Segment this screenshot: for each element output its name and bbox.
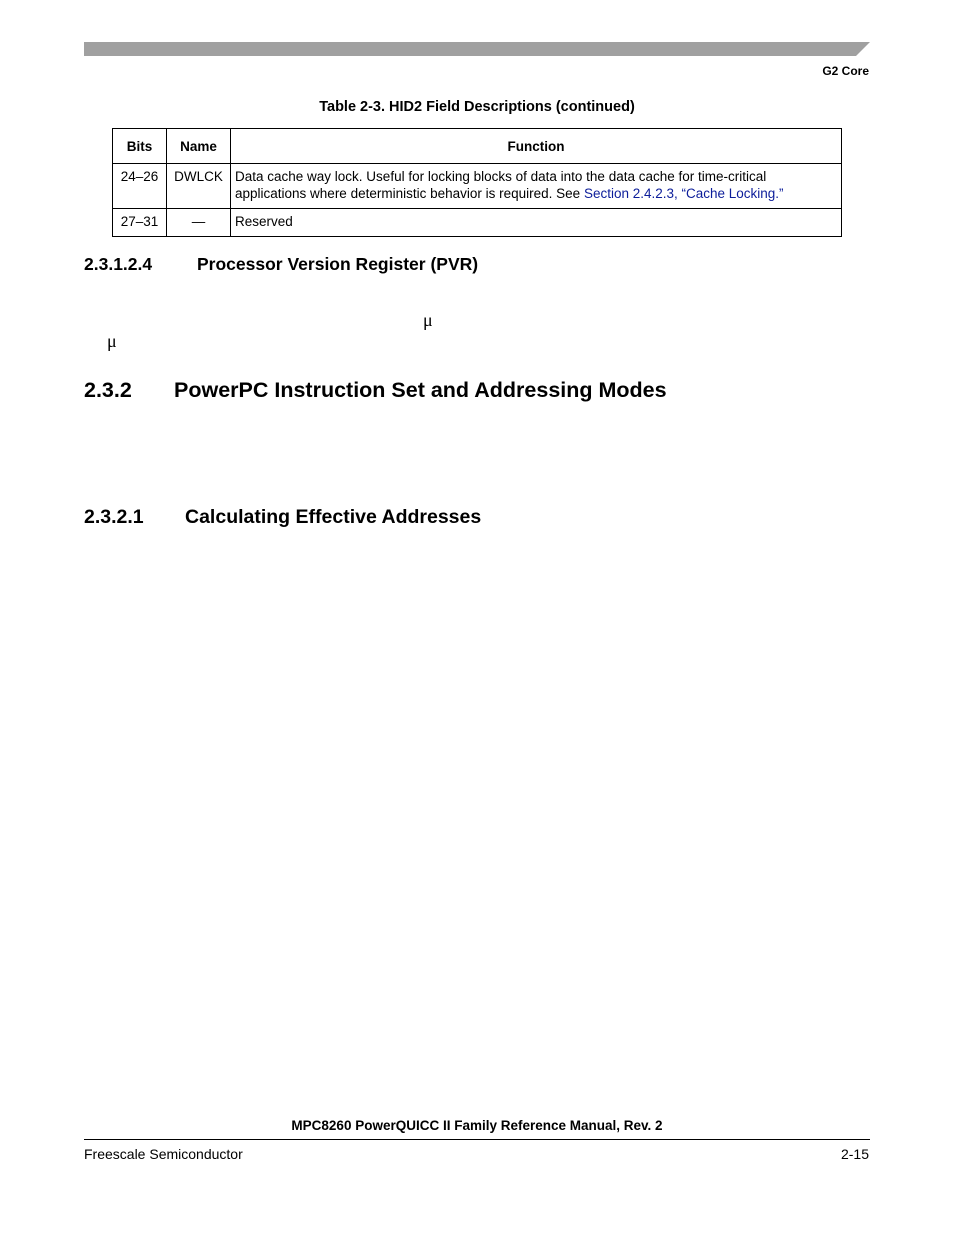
- column-header-name: Name: [167, 129, 231, 164]
- column-header-function: Function: [231, 129, 842, 164]
- function-text: Data cache way lock. Useful for locking blocks of data into the data cache for time-critical applications where deterministic behavior is required. See: [235, 169, 767, 201]
- chapter-label: G2 Core: [822, 64, 869, 78]
- column-header-bits: Bits: [113, 129, 167, 164]
- mu-symbol: μ: [423, 310, 433, 330]
- mu-symbol: μ: [107, 331, 117, 351]
- function-text: Reserved: [235, 214, 293, 229]
- cell-function: [231, 209, 842, 237]
- table-row: [113, 164, 842, 209]
- section-number-isa: 2.3.2: [84, 378, 132, 402]
- header-bar: [84, 42, 870, 56]
- section-number-ea: 2.3.2.1: [84, 506, 144, 528]
- table-header-row: [113, 129, 842, 164]
- section-number-pvr: 2.3.1.2.4: [84, 254, 153, 274]
- table-row: [113, 209, 842, 237]
- cell-bits: 24–26: [113, 164, 167, 209]
- cell-name: DWLCK: [167, 164, 231, 209]
- footer-divider: [84, 1139, 870, 1140]
- footer-publisher: Freescale Semiconductor: [84, 1146, 243, 1162]
- hid2-field-table: [112, 128, 842, 237]
- table-caption: Table 2-3. HID2 Field Descriptions (continued): [319, 99, 635, 115]
- footer-manual-title: MPC8260 PowerQUICC II Family Reference Manual, Rev. 2: [291, 1118, 663, 1133]
- section-title-pvr: Processor Version Register (PVR): [197, 254, 479, 274]
- cell-bits: 27–31: [113, 209, 167, 237]
- footer-page-number: 2-15: [840, 1146, 869, 1162]
- cell-function: [231, 164, 842, 209]
- section-title-isa: PowerPC Instruction Set and Addressing Modes: [174, 378, 667, 402]
- section-title-ea: Calculating Effective Addresses: [185, 506, 482, 528]
- cache-locking-link[interactable]: Section 2.4.2.3, “Cache Locking.”: [583, 186, 784, 201]
- cell-name: —: [167, 209, 231, 237]
